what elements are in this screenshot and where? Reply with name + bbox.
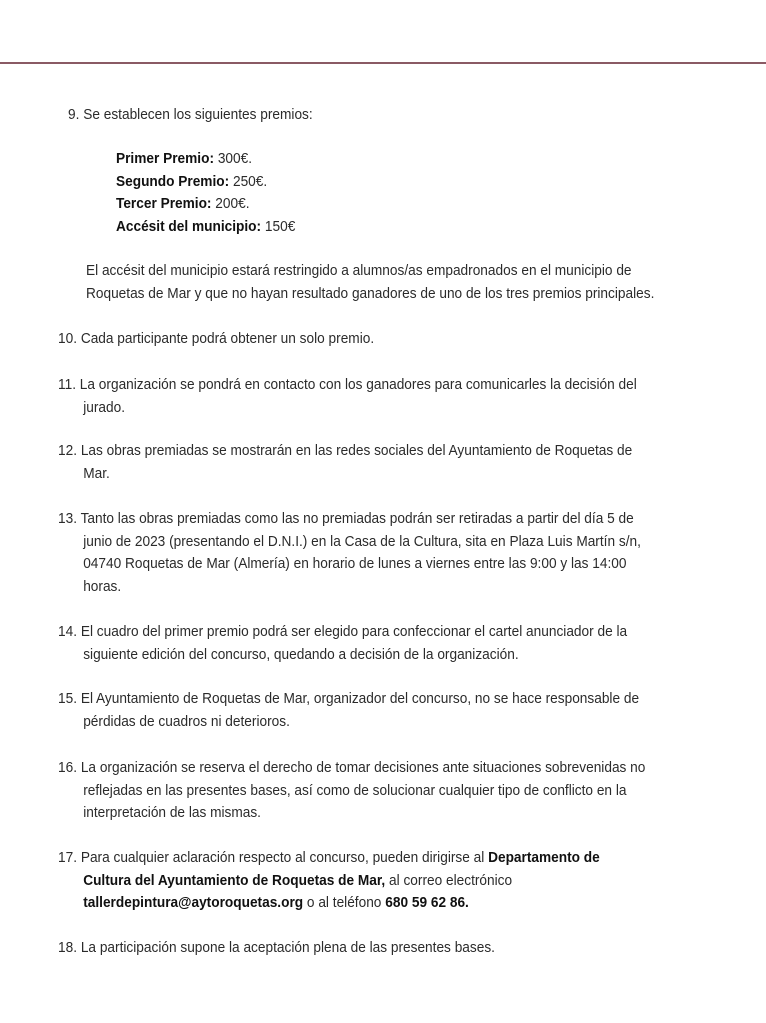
item-number: 10. bbox=[58, 330, 78, 347]
prize-label: Tercer Premio: bbox=[116, 195, 212, 212]
note-line: El accésit del municipio estará restringido a alumnos/as empadronados en el municipio de bbox=[86, 262, 632, 279]
item-text: al correo electrónico bbox=[389, 871, 513, 889]
item-number: 9. bbox=[68, 106, 80, 123]
item-line: interpretación de las mismas. bbox=[83, 804, 261, 821]
item-10 bbox=[58, 328, 692, 351]
item-line: El cuadro del primer premio podrá ser elegido para confeccionar el cartel anunciador de la bbox=[80, 623, 628, 640]
item-line: siguiente edición del concurso, quedando a decisión de la organización. bbox=[83, 645, 519, 663]
prize-row-4 bbox=[116, 216, 295, 239]
item-number: 12. bbox=[58, 442, 78, 459]
item-15 bbox=[58, 688, 692, 733]
email-link[interactable]: tallerdepintura@aytoroquetas.org bbox=[83, 894, 304, 911]
accesit-note bbox=[86, 260, 689, 305]
item-text: La participación supone la aceptación plena de las presentes bases. bbox=[80, 939, 495, 956]
item-number: 18. bbox=[58, 939, 78, 956]
item-line: Las obras premiadas se mostrarán en las redes sociales del Ayuntamiento de Roquetas de bbox=[80, 442, 633, 459]
prize-label: Accésit del municipio: bbox=[116, 217, 262, 235]
item-line: pérdidas de cuadros ni deterioros. bbox=[83, 712, 290, 730]
item-line: reflejadas en las presentes bases, así como de solucionar cualquier tipo de conflicto en la bbox=[83, 781, 627, 799]
header-rule bbox=[0, 62, 766, 64]
item-11 bbox=[58, 374, 692, 419]
item-13 bbox=[58, 508, 692, 598]
phone-number: 680 59 62 86. bbox=[385, 894, 469, 911]
item-12 bbox=[58, 440, 692, 485]
item-number: 14. bbox=[58, 623, 78, 640]
item-18 bbox=[58, 937, 692, 960]
item-16 bbox=[58, 757, 692, 825]
prize-row-3 bbox=[116, 193, 295, 216]
item-number: 13. bbox=[58, 510, 78, 527]
item-number: 17. bbox=[58, 849, 78, 866]
prize-amount: 200€. bbox=[215, 195, 250, 212]
prize-row-1 bbox=[116, 148, 295, 171]
item-line: La organización se reserva el derecho de tomar decisiones ante situaciones sobrevenidas no bbox=[80, 759, 646, 776]
item-text: o al teléfono bbox=[306, 894, 382, 911]
item-line: La organización se pondrá en contacto con los ganadores para comunicarles la decisión del bbox=[79, 376, 637, 393]
prize-list bbox=[116, 148, 295, 238]
prize-label: Segundo Premio: bbox=[116, 172, 230, 190]
department-name-cont: Cultura del Ayuntamiento de Roquetas de Mar, bbox=[83, 871, 386, 889]
item-line: 04740 Roquetas de Mar (Almería) en horario de lunes a viernes entre las 9:00 y las 14:00 bbox=[83, 555, 627, 572]
item-line: junio de 2023 (presentando el D.N.I.) en la Casa de la Cultura, sita en Plaza Luis Martín s/n, bbox=[83, 532, 641, 550]
prize-row-2 bbox=[116, 171, 295, 194]
department-name: Departamento de bbox=[488, 849, 600, 866]
prize-amount: 250€. bbox=[232, 172, 268, 190]
item-line: Mar. bbox=[83, 464, 110, 482]
item-17 bbox=[58, 847, 692, 915]
item-line: El Ayuntamiento de Roquetas de Mar, organizador del concurso, no se hace responsable de bbox=[80, 690, 640, 707]
item-line: jurado. bbox=[83, 398, 126, 416]
item-text: Cada participante podrá obtener un solo premio. bbox=[80, 330, 375, 347]
prize-amount: 300€. bbox=[217, 150, 253, 167]
item-number: 16. bbox=[58, 759, 78, 776]
item-9 bbox=[68, 104, 702, 127]
item-text: Se establecen los siguientes premios: bbox=[83, 106, 313, 123]
item-number: 15. bbox=[58, 690, 78, 707]
item-line: Tanto las obras premiadas como las no premiadas podrán ser retiradas a partir del día 5 de bbox=[80, 510, 634, 527]
note-line: Roquetas de Mar y que no hayan resultado ganadores de uno de los tres premios principales. bbox=[86, 284, 655, 302]
prize-label: Primer Premio: bbox=[116, 150, 215, 167]
item-text: Para cualquier aclaración respecto al concurso, pueden dirigirse al bbox=[80, 849, 485, 866]
prize-amount: 150€ bbox=[264, 217, 296, 235]
item-number: 11. bbox=[58, 376, 76, 393]
item-line: horas. bbox=[83, 577, 122, 595]
item-14 bbox=[58, 621, 692, 666]
